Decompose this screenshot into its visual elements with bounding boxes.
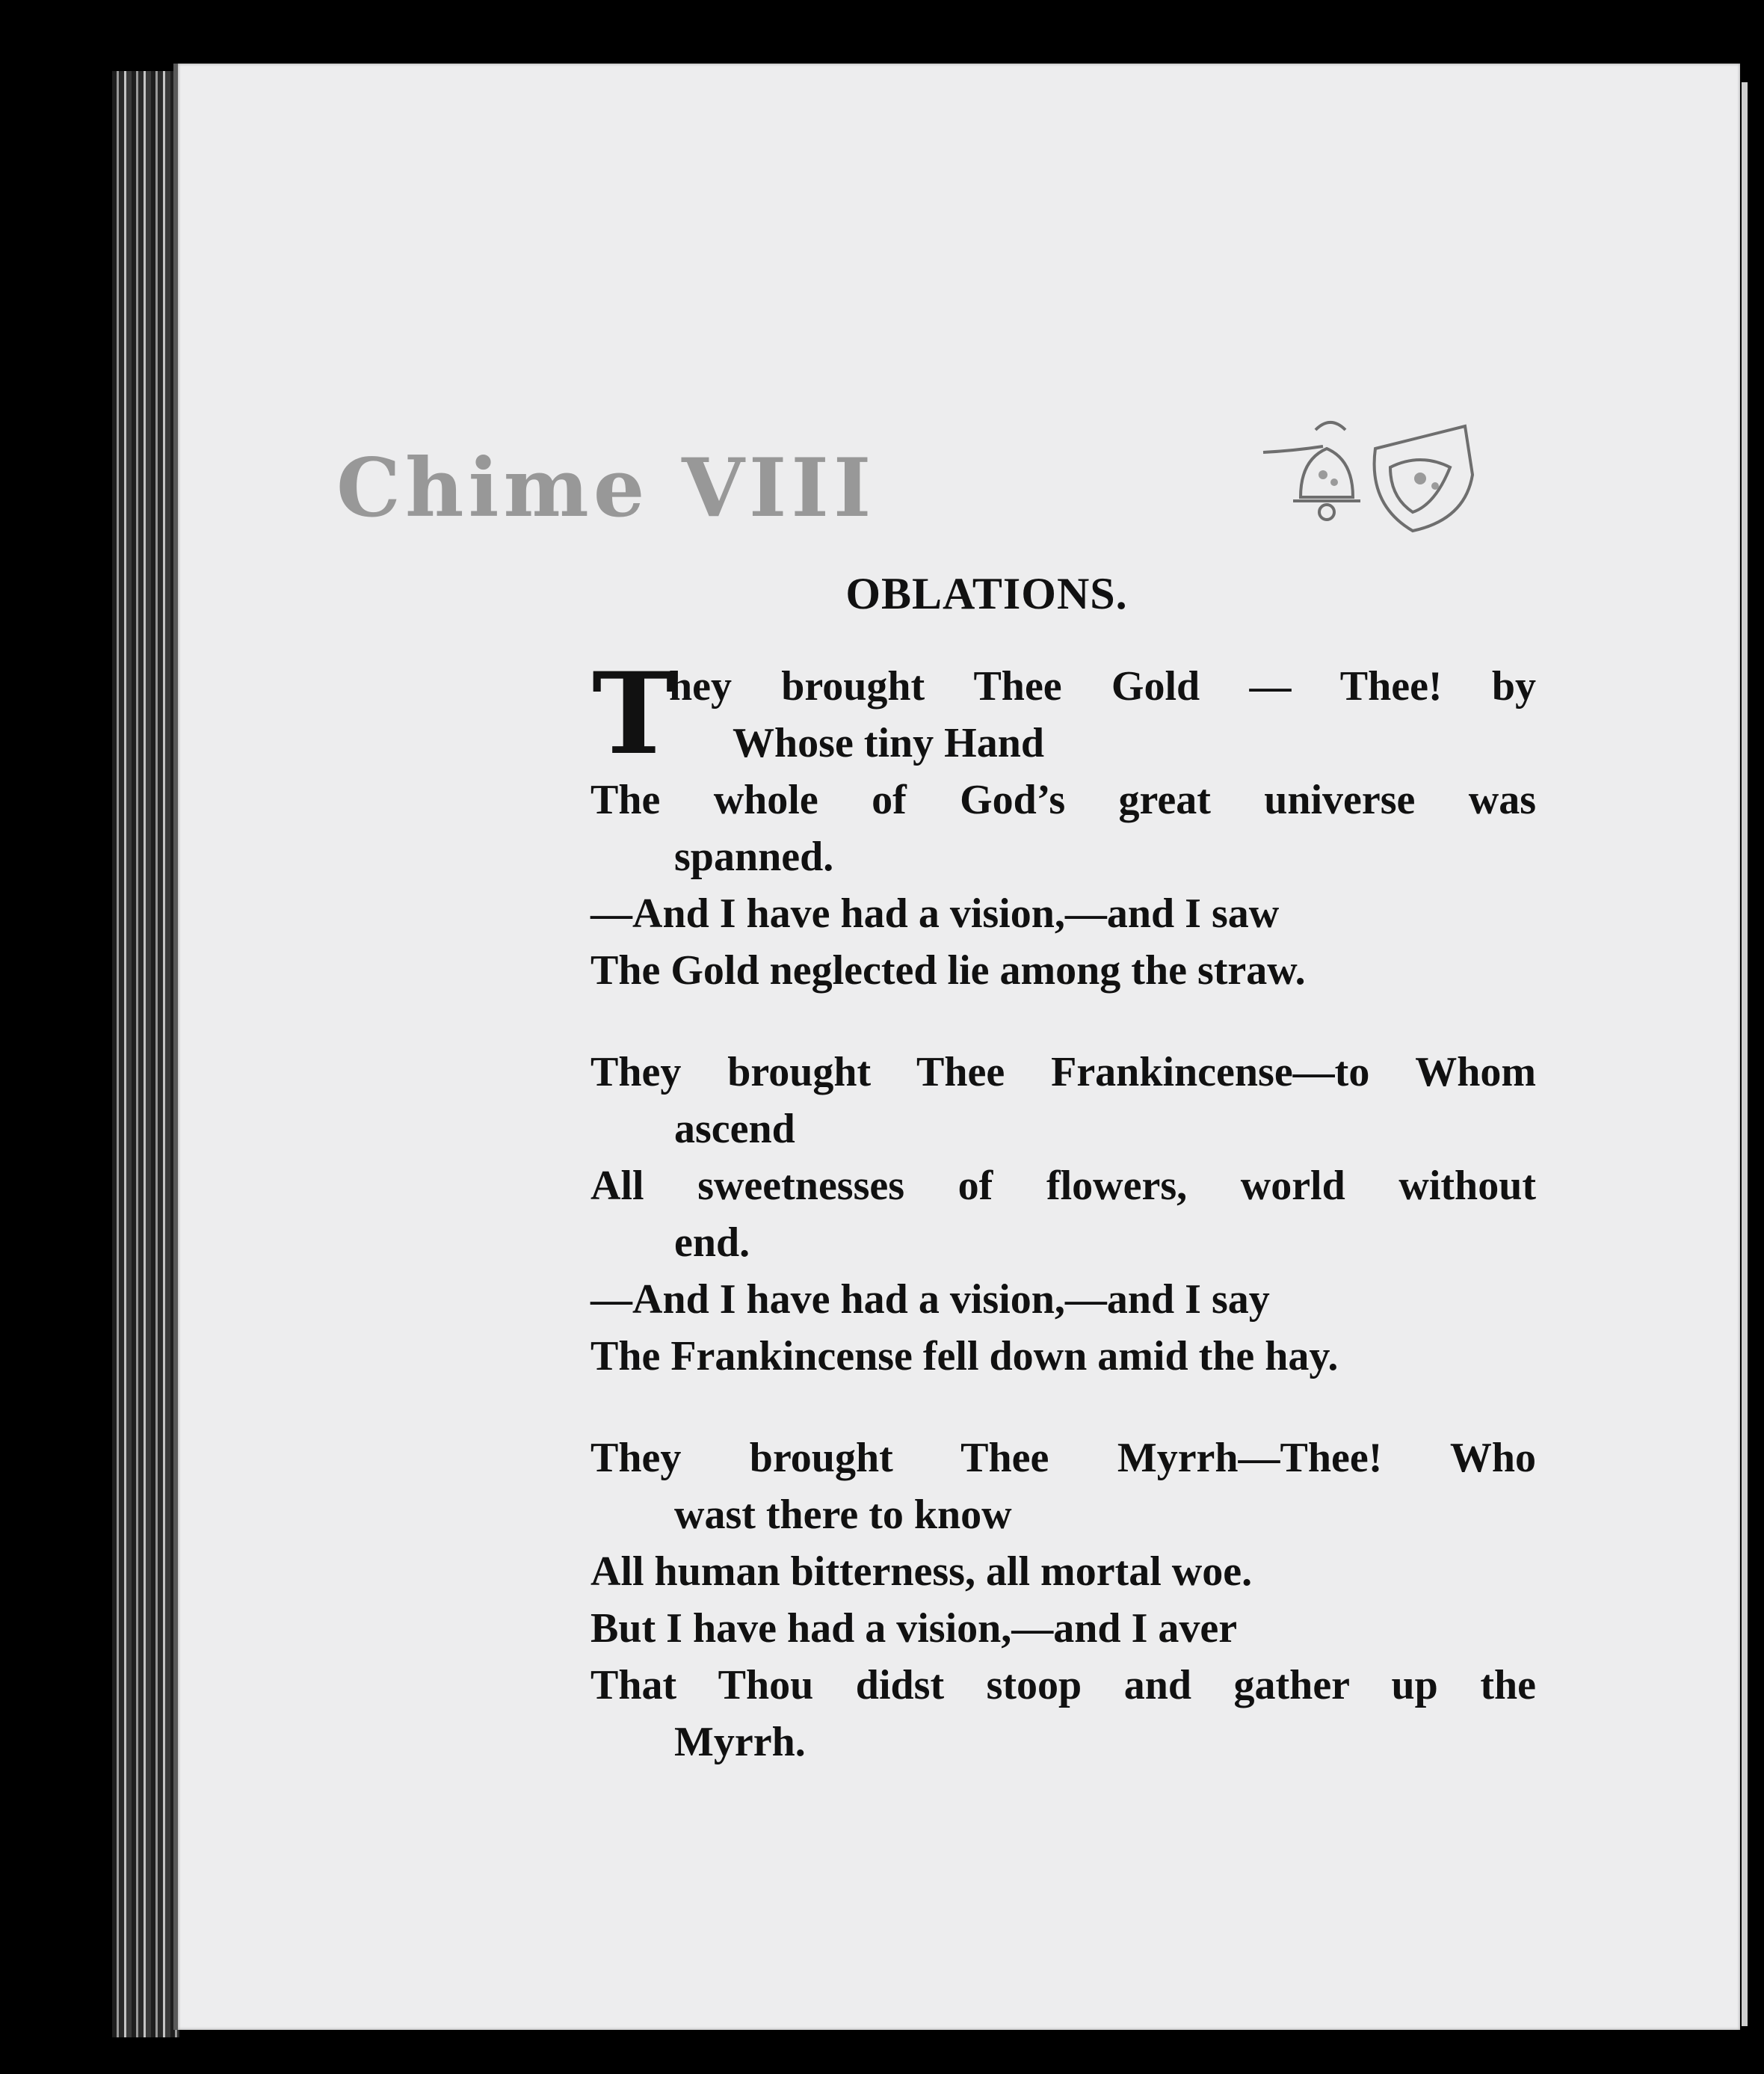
stanza-gap bbox=[590, 999, 1536, 1044]
drop-cap: T bbox=[592, 648, 676, 780]
poem-line: The whole of God’s great universe was bbox=[590, 777, 1536, 823]
poem-line: But I have had a vision,—and I aver bbox=[590, 1605, 1238, 1652]
poem-line-text: hey brought Thee Gold — Thee! by bbox=[669, 663, 1536, 710]
poem-line-continuation: ascend bbox=[674, 1106, 795, 1152]
poem-line: That Thou didst stoop and gather up the bbox=[590, 1662, 1536, 1708]
poem-line: They brought Thee Myrrh—Thee! Who bbox=[590, 1435, 1536, 1481]
poem-line-continuation: Myrrh. bbox=[674, 1719, 806, 1765]
poem-line-continuation: spanned. bbox=[674, 834, 834, 880]
poem-line: —And I have had a vision,—and I saw bbox=[590, 890, 1280, 937]
poem-line: All human bitterness, all mortal woe. bbox=[590, 1548, 1253, 1595]
book-page-edges bbox=[112, 71, 179, 2037]
stanza-1 bbox=[590, 648, 1536, 999]
poem-line-continuation: Whose tiny Hand bbox=[733, 720, 1044, 766]
stanza-2 bbox=[590, 1044, 1536, 1385]
poem-title: OBLATIONS. bbox=[845, 569, 1128, 618]
poem-line: The Frankincense fell down amid the hay. bbox=[590, 1333, 1339, 1379]
stanza-3 bbox=[590, 1430, 1536, 1770]
page-right-edge bbox=[1742, 82, 1748, 2026]
poem-line-continuation: end. bbox=[674, 1219, 750, 1266]
stanza-gap bbox=[590, 1385, 1536, 1430]
poem-line: The Gold neglected lie among the straw. bbox=[590, 947, 1306, 994]
poem-body bbox=[590, 648, 1536, 1770]
bells-ornament-icon bbox=[1248, 407, 1480, 550]
poem-line-continuation: wast there to know bbox=[674, 1492, 1012, 1538]
poem-line: All sweetnesses of flowers, world without bbox=[590, 1163, 1536, 1209]
chime-heading: Chime VIII bbox=[336, 441, 876, 535]
poem-line: —And I have had a vision,—and I say bbox=[590, 1276, 1270, 1323]
poem-line: They brought Thee Frankincense—to Whom bbox=[590, 1049, 1536, 1095]
